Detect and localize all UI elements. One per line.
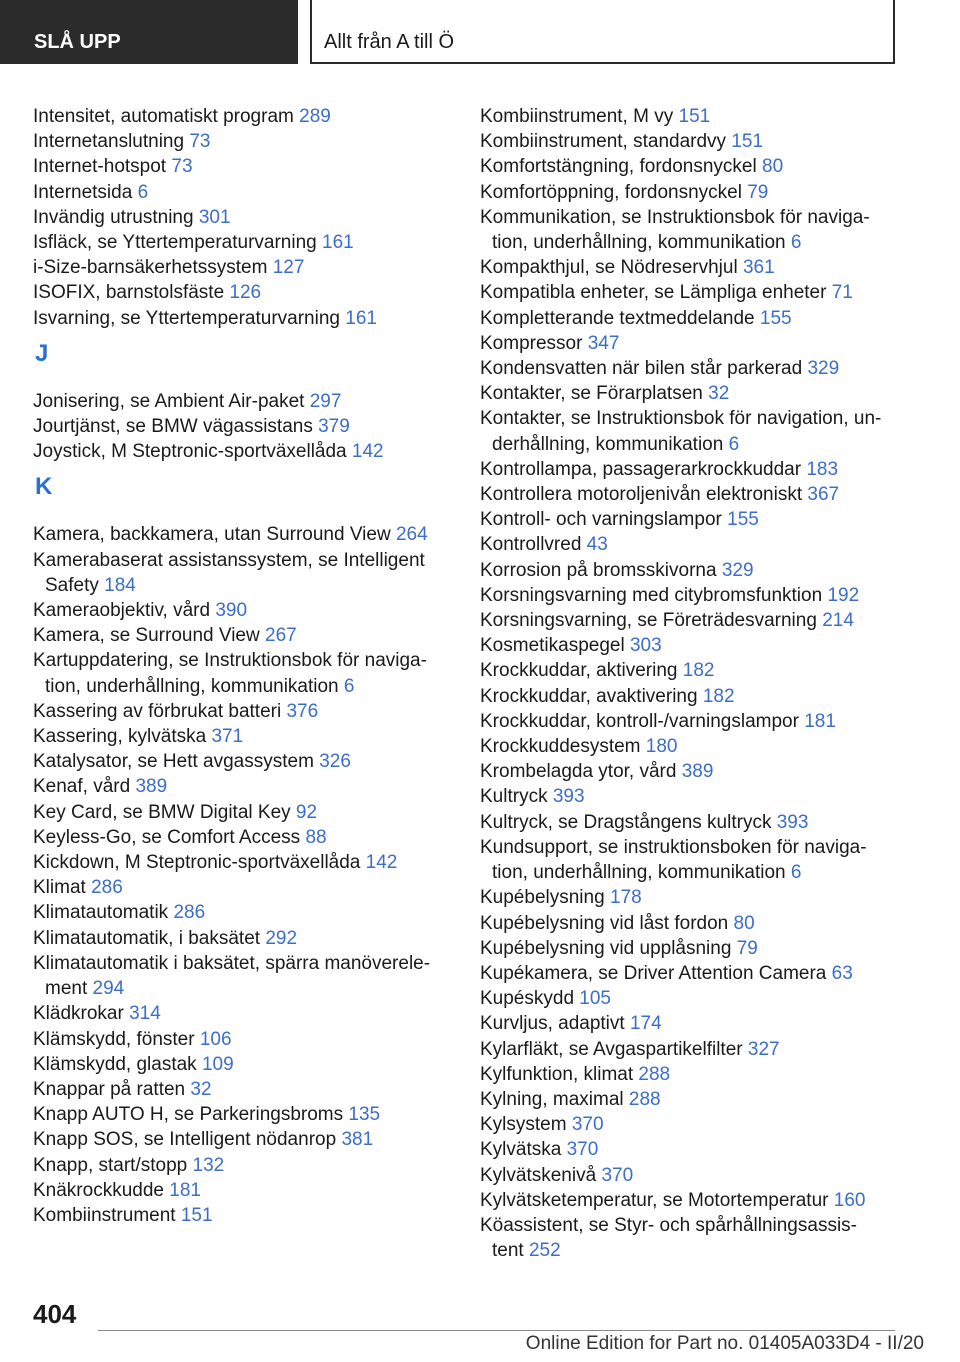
index-entry-text: Kundsupport, se instruktionsboken för naviga-: [480, 836, 867, 858]
index-entry: [480, 280, 900, 305]
index-entry: [33, 774, 453, 799]
index-entry: [33, 623, 453, 648]
index-entry: [480, 381, 900, 406]
page-reference-link[interactable]: 329: [721, 559, 754, 581]
index-entry-text: Krombelagda ytor, vård: [480, 761, 677, 783]
index-entry: [480, 961, 900, 986]
index-entry-continuation: [480, 432, 900, 457]
index-entry-continuation: [33, 674, 453, 699]
index-entry-continuation: [480, 860, 900, 885]
index-entry: [33, 850, 453, 875]
index-entry: [480, 1011, 900, 1036]
page-reference-link[interactable]: 370: [571, 1114, 604, 1136]
index-entry-text: Kontrollera motoroljenivån elektroniskt: [480, 484, 803, 506]
index-entry-text: Kontrollvred: [480, 534, 582, 556]
page-reference-link[interactable]: 63: [831, 962, 853, 984]
page-reference-link[interactable]: 264: [395, 524, 428, 546]
index-entry: [480, 255, 900, 280]
index-entry: [33, 280, 453, 305]
page-reference-link[interactable]: 327: [747, 1038, 780, 1060]
index-entry: [33, 699, 453, 724]
index-entry-text: Knäkrockkudde: [33, 1179, 164, 1201]
index-entry: [480, 835, 900, 885]
index-entry: [33, 205, 453, 230]
page-reference-link[interactable]: 183: [806, 458, 839, 480]
index-entry-text: Kombiinstrument: [33, 1204, 176, 1226]
index-entry: [33, 104, 453, 129]
page-reference-link[interactable]: 389: [681, 761, 714, 783]
page-reference-link[interactable]: 6: [790, 232, 802, 254]
index-entry-continuation-text: tent: [492, 1240, 524, 1262]
index-entry-text: Katalysator, se Hett avgassystem: [33, 751, 314, 773]
index-entry: [480, 104, 900, 129]
index-entry: [33, 1178, 453, 1203]
page-reference-link[interactable]: 289: [299, 106, 331, 127]
index-entry: [33, 414, 453, 439]
index-entry: [33, 129, 453, 154]
index-entry-text: Jonisering, se Ambient Air-paket: [33, 390, 305, 412]
index-entry-text: Klädkrokar: [33, 1003, 124, 1025]
index-entry: [480, 583, 900, 608]
index-entry: [33, 1127, 453, 1152]
index-entry-text: Key Card, se BMW Digital Key: [33, 801, 291, 823]
page-reference-link[interactable]: 135: [348, 1104, 381, 1126]
index-entry-text: Isvarning, se Yttertemperaturvarning: [33, 307, 340, 329]
index-entry: [480, 759, 900, 784]
index-entry: [33, 1153, 453, 1178]
index-group-k-continued: [480, 104, 900, 1263]
index-entry: [33, 1102, 453, 1127]
index-entry: [33, 1027, 453, 1052]
index-entry-text: Kosmetikaspegel: [480, 635, 625, 657]
index-entry: [33, 255, 453, 280]
index-entry-text: Kontroll- och varningslampor: [480, 509, 722, 531]
index-entry: [33, 180, 453, 205]
page-reference-link[interactable]: 367: [807, 484, 840, 506]
index-entry-text: Kamera, se Surround View: [33, 625, 260, 647]
index-entry-text: Krockkuddar, avaktivering: [480, 685, 698, 707]
index-entry: [33, 825, 453, 850]
page-reference-link[interactable]: 286: [91, 877, 123, 899]
page-reference-link[interactable]: 393: [552, 786, 585, 808]
index-entry: [480, 507, 900, 532]
page-reference-link[interactable]: 314: [129, 1003, 161, 1025]
index-entry-text: Korsningsvarning med citybromsfunktion: [480, 584, 823, 606]
page-reference-link[interactable]: 88: [305, 826, 327, 848]
index-entry-text: Kylfunktion, klimat: [480, 1063, 634, 1085]
index-entry-text: Krockkuddesystem: [480, 736, 641, 758]
index-entry-continuation-text: tion, underhållning, kommunikation: [492, 232, 786, 254]
index-entry-continuation-text: tion, underhållning, kommunikation: [45, 675, 339, 697]
index-entry-text: Klämskydd, glastak: [33, 1053, 197, 1075]
index-entry: [480, 180, 900, 205]
index-entry-text: Kylarfläkt, se Avgaspartikelfilter: [480, 1038, 743, 1060]
page-reference-link[interactable]: 288: [638, 1063, 671, 1085]
page-reference-link[interactable]: 6: [343, 675, 355, 697]
index-entry: [480, 658, 900, 683]
page-reference-link[interactable]: 151: [731, 131, 764, 153]
index-entry-text: Kontakter, se Förarplatsen: [480, 383, 703, 405]
page-reference-link[interactable]: 370: [601, 1164, 634, 1186]
index-entry: [33, 439, 453, 464]
index-entry: [33, 900, 453, 925]
index-entry: [480, 784, 900, 809]
index-entry-text: Kylning, maximal: [480, 1088, 624, 1110]
index-entry: [480, 1188, 900, 1213]
index-entry-text: Kylvätska: [480, 1139, 562, 1161]
index-group-i: [33, 104, 453, 331]
index-entry-text: Kombiinstrument, M vy: [480, 106, 674, 127]
index-entry: [33, 800, 453, 825]
index-entry-text: Kickdown, M Steptronic-sportväxellåda: [33, 852, 361, 874]
index-entry-continuation-text: tion, underhållning, kommunikation: [492, 862, 786, 884]
index-entry-text: Kassering av förbrukat batteri: [33, 700, 282, 722]
index-entry: [33, 1001, 453, 1026]
index-entry-text: Kultryck: [480, 786, 548, 808]
index-entry: [480, 482, 900, 507]
index-entry-text: Klimatautomatik, i baksätet: [33, 927, 261, 949]
page-reference-link[interactable]: 192: [827, 584, 860, 606]
index-entry-text: Kupébelysning: [480, 887, 605, 909]
page-reference-link[interactable]: 32: [708, 383, 730, 405]
index-entry-text: Komfortstängning, fordonsnyckel: [480, 156, 757, 178]
index-entry-text: Kamera, backkamera, utan Surround View: [33, 524, 391, 546]
index-entry-text: Kultryck, se Dragstångens kultryck: [480, 811, 772, 833]
page-reference-link[interactable]: 160: [833, 1189, 866, 1211]
index-entry-text: Klimatautomatik i baksätet, spärra manöverele-: [33, 952, 431, 974]
index-entry: [33, 306, 453, 331]
index-group-k: [33, 522, 453, 1228]
index-entry-text: Klimatautomatik: [33, 902, 169, 924]
page-reference-link[interactable]: 80: [733, 912, 755, 934]
index-column-left: [33, 104, 453, 1228]
page-reference-link[interactable]: 155: [727, 509, 759, 531]
page-reference-link[interactable]: 371: [211, 726, 244, 748]
page-reference-link[interactable]: 303: [629, 635, 662, 657]
page-reference-link[interactable]: 252: [528, 1240, 561, 1262]
index-entry-text: Korrosion på bromsskivorna: [480, 559, 717, 581]
index-entry: [33, 522, 453, 547]
index-entry: [480, 406, 900, 456]
page-reference-link[interactable]: 361: [742, 257, 775, 279]
page-reference-link[interactable]: 376: [286, 700, 319, 722]
index-entry-text: Jourtjänst, se BMW vägassistans: [33, 416, 313, 438]
index-entry-text: Kupékamera, se Driver Attention Camera: [480, 962, 827, 984]
index-entry-continuation: [33, 976, 453, 1001]
index-entry: [33, 1203, 453, 1228]
index-entry: [480, 1163, 900, 1188]
page-reference-link[interactable]: 127: [272, 257, 305, 279]
page-reference-link[interactable]: 390: [215, 600, 248, 622]
page-reference-link[interactable]: 370: [566, 1139, 599, 1161]
index-entry-text: Kenaf, vård: [33, 776, 131, 798]
index-entry-text: Kylsystem: [480, 1114, 567, 1136]
page-reference-link[interactable]: 6: [137, 181, 149, 203]
page-reference-link[interactable]: 142: [351, 441, 384, 463]
index-entry: [480, 1112, 900, 1137]
index-entry: [480, 911, 900, 936]
page-reference-link[interactable]: 73: [189, 131, 211, 153]
page-reference-link[interactable]: 80: [762, 156, 784, 178]
page-reference-link[interactable]: 142: [365, 852, 398, 874]
index-entry: [33, 230, 453, 255]
index-entry: [480, 558, 900, 583]
index-entry-text: Internetanslutning: [33, 131, 185, 153]
index-entry-text: Kompakthjul, se Nödreservhjul: [480, 257, 738, 279]
page-reference-link[interactable]: 109: [201, 1053, 234, 1075]
index-entry-text: Knapp SOS, se Intelligent nödanrop: [33, 1129, 337, 1151]
index-entry: [33, 875, 453, 900]
index-entry-text: Kombiinstrument, standardvy: [480, 131, 727, 153]
index-entry-text: Kontakter, se Instruktionsbok för navigation, un-: [480, 408, 882, 430]
index-entry: [33, 154, 453, 179]
index-column-right: [480, 104, 900, 1263]
index-entry: [480, 885, 900, 910]
page-reference-link[interactable]: 178: [609, 887, 642, 909]
index-entry-continuation-text: derhållning, kommunikation: [492, 433, 724, 455]
index-entry-text: Komfortöppning, fordonsnyckel: [480, 181, 742, 203]
index-entry-text: Kompatibla enheter, se Lämpliga enheter: [480, 282, 827, 304]
index-entry: [33, 926, 453, 951]
page-reference-link[interactable]: 181: [804, 710, 836, 732]
index-entry: [480, 306, 900, 331]
index-entry-text: Intensitet, automatiskt program: [33, 106, 294, 127]
page-reference-link[interactable]: 182: [682, 660, 715, 682]
footer-edition: Online Edition for Part no. 01405A033D4 - II/20: [525, 1333, 924, 1354]
index-entry-text: Kompletterande textmeddelande: [480, 307, 755, 329]
page-reference-link[interactable]: 92: [295, 801, 318, 823]
page-reference-link[interactable]: 71: [831, 282, 853, 304]
page-reference-link[interactable]: 182: [702, 685, 735, 707]
index-entry-text: Joystick, M Steptronic-sportväxellåda: [33, 441, 347, 463]
index-entry: [480, 608, 900, 633]
index-entry-text: Kylvätskenivå: [480, 1164, 597, 1186]
index-entry-continuation-text: ment: [45, 978, 88, 1000]
index-entry: [480, 1087, 900, 1112]
section-tab[interactable]: SLÅ UPP: [0, 0, 298, 64]
index-entry-text: Kassering, kylvätska: [33, 726, 207, 748]
index-entry: [33, 389, 453, 414]
index-entry: [33, 749, 453, 774]
index-entry: [33, 648, 453, 698]
index-entry: [480, 154, 900, 179]
page-reference-link[interactable]: 79: [736, 937, 758, 959]
index-entry-continuation-text: Safety: [45, 574, 99, 596]
index-entry: [480, 1213, 900, 1263]
index-entry: [480, 129, 900, 154]
page-reference-link[interactable]: 393: [776, 811, 809, 833]
index-entry: [480, 532, 900, 557]
index-entry-text: Klämskydd, fönster: [33, 1028, 195, 1050]
page-reference-link[interactable]: 292: [265, 927, 298, 949]
footer-divider: [98, 1330, 895, 1331]
index-entry-text: Kamerabaserat assistanssystem, se Intelligent: [33, 549, 425, 571]
page-reference-link[interactable]: 174: [629, 1013, 662, 1035]
index-entry: [33, 598, 453, 623]
page-reference-link[interactable]: 301: [198, 206, 231, 228]
index-entry-continuation: [33, 573, 453, 598]
index-entry: [480, 633, 900, 658]
index-entry: [480, 986, 900, 1011]
index-entry-text: Knapp, start/stopp: [33, 1154, 188, 1176]
index-entry: [480, 709, 900, 734]
index-entry: [480, 684, 900, 709]
index-entry: [33, 1077, 453, 1102]
page-reference-link[interactable]: 347: [587, 332, 620, 354]
page-reference-link[interactable]: 381: [341, 1129, 374, 1151]
page-reference-link[interactable]: 184: [104, 574, 136, 596]
page-reference-link[interactable]: 6: [728, 433, 740, 455]
index-entry-text: Kommunikation, se Instruktionsbok för naviga-: [480, 206, 870, 228]
index-entry: [33, 724, 453, 749]
index-entry-text: ISOFIX, barnstolsfäste: [33, 282, 225, 304]
index-entry-text: Krockkuddar, kontroll-/varningslampor: [480, 710, 799, 732]
index-entry: [480, 205, 900, 255]
index-entry-text: Keyless-Go, se Comfort Access: [33, 826, 301, 848]
index-entry-text: Kupébelysning vid upplåsning: [480, 937, 732, 959]
index-entry-text: Krockkuddar, aktivering: [480, 660, 678, 682]
index-entry-text: Korsningsvarning, se Företrädesvarning: [480, 610, 817, 632]
page-reference-link[interactable]: 294: [92, 978, 125, 1000]
page-reference-link[interactable]: 73: [171, 156, 193, 178]
index-entry-text: i-Size-barnsäkerhetssystem: [33, 257, 268, 279]
index-entry-continuation: [480, 230, 900, 255]
page-reference-link[interactable]: 288: [628, 1088, 661, 1110]
index-entry-text: Knapp AUTO H, se Parkeringsbroms: [33, 1104, 344, 1126]
page-reference-link[interactable]: 155: [759, 307, 792, 329]
index-entry: [480, 1037, 900, 1062]
page-reference-link[interactable]: 132: [192, 1154, 225, 1176]
index-entry-text: Kupébelysning vid låst fordon: [480, 912, 729, 934]
page-reference-link[interactable]: 32: [190, 1078, 212, 1100]
index-entry-text: Internet-hotspot: [33, 156, 167, 178]
index-entry-text: Kurvljus, adaptivt: [480, 1013, 625, 1035]
index-group-j: [33, 389, 453, 465]
chapter-title: Allt från A till Ö: [310, 0, 895, 64]
page-reference-link[interactable]: 214: [822, 610, 854, 632]
index-entry-text: Internetsida: [33, 181, 133, 203]
page-reference-link[interactable]: 161: [345, 307, 377, 329]
page-number: 404: [33, 1299, 77, 1329]
index-entry-text: Köassistent, se Styr- och spårhållningsassis-: [480, 1214, 857, 1236]
page-reference-link[interactable]: 126: [229, 282, 262, 304]
page-reference-link[interactable]: 326: [319, 751, 351, 773]
index-letter-j: J: [35, 339, 49, 367]
index-entry: [480, 457, 900, 482]
index-entry: [480, 734, 900, 759]
index-entry: [480, 810, 900, 835]
page-reference-link[interactable]: 329: [807, 358, 840, 380]
page-reference-link[interactable]: 106: [199, 1028, 232, 1050]
index-entry: [480, 1137, 900, 1162]
index-entry-text: Kartuppdatering, se Instruktionsbok för naviga-: [33, 650, 427, 672]
index-entry-continuation: [480, 1238, 900, 1263]
page-reference-link[interactable]: 379: [318, 416, 350, 438]
index-entry-text: Invändig utrustning: [33, 206, 194, 228]
index-entry-text: Kylvätsketemperatur, se Motortemperatur: [480, 1189, 829, 1211]
index-entry-text: Kondensvatten när bilen står parkerad: [480, 358, 803, 380]
index-entry: [480, 1062, 900, 1087]
page-reference-link[interactable]: 389: [135, 776, 168, 798]
index-entry-text: Kontrollampa, passagerarkrockkuddar: [480, 458, 802, 480]
page-reference-link[interactable]: 297: [309, 390, 342, 412]
index-letter-k: K: [35, 473, 53, 501]
index-entry: [480, 936, 900, 961]
index-entry-text: Klimat: [33, 877, 86, 899]
page-reference-link[interactable]: 267: [265, 625, 297, 647]
index-entry: [33, 548, 453, 598]
index-entry: [480, 356, 900, 381]
index-entry: [480, 331, 900, 356]
page-reference-link[interactable]: 180: [645, 736, 678, 758]
page-header: [0, 0, 960, 66]
page-reference-link[interactable]: 6: [790, 862, 802, 884]
page-reference-link[interactable]: 181: [169, 1179, 201, 1201]
index-entry-text: Kompressor: [480, 332, 583, 354]
index-entry-text: Knappar på ratten: [33, 1078, 186, 1100]
index-entry-text: Isfläck, se Yttertemperaturvarning: [33, 232, 317, 254]
index-entry-text: Kupéskydd: [480, 988, 575, 1010]
page-reference-link[interactable]: 151: [678, 106, 711, 127]
page-reference-link[interactable]: 43: [586, 534, 608, 556]
index-entry-text: Kameraobjektiv, vård: [33, 600, 211, 622]
index-entry: [33, 951, 453, 1001]
page-reference-link[interactable]: 286: [173, 902, 206, 924]
page-reference-link[interactable]: 79: [747, 181, 769, 203]
index-entry: [33, 1052, 453, 1077]
page-reference-link[interactable]: 105: [579, 988, 611, 1010]
page-reference-link[interactable]: 161: [322, 232, 354, 254]
page-reference-link[interactable]: 151: [180, 1204, 213, 1226]
